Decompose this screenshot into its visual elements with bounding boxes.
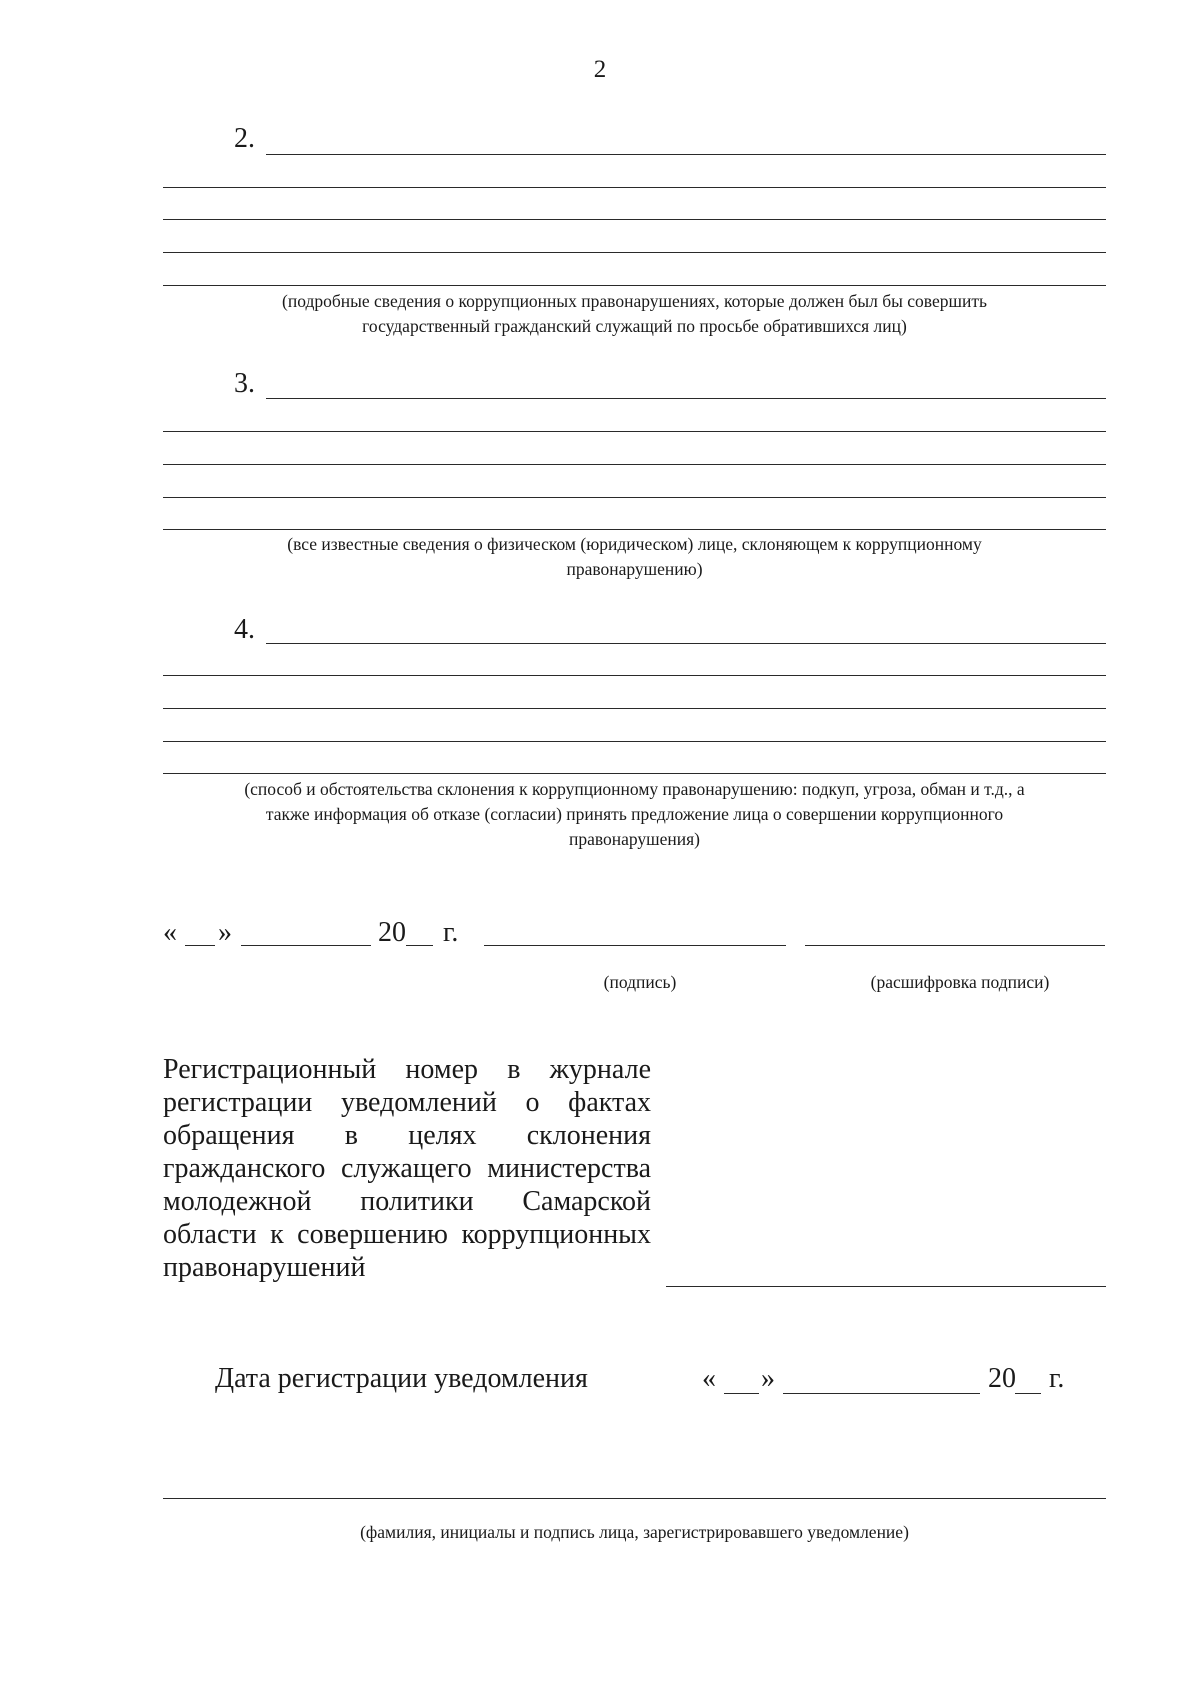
section-3-fill-line-3[interactable] (163, 464, 1106, 465)
section-4-fill-line-4[interactable] (163, 741, 1106, 742)
page-number: 2 (593, 56, 607, 83)
registration-number-label (163, 1053, 651, 1284)
section-3-fill-line-1[interactable] (266, 398, 1106, 399)
section-2-fill-line-2[interactable] (163, 187, 1106, 188)
section-4-caption-line: (способ и обстоятельства склонения к коррупционному правонарушению: подкуп, угроза, обман и т.д., а (244, 779, 1025, 799)
registration-date-year-prefix: 20 (988, 1363, 1016, 1394)
section-2-number: 2. (234, 123, 255, 154)
signature-decode-field[interactable] (805, 945, 1105, 946)
section-2-fill-line-3[interactable] (163, 219, 1106, 220)
registration-number-field[interactable] (666, 1286, 1106, 1287)
signature-caption: (подпись) (603, 972, 677, 992)
registration-label-line: молодежной политики Самарской (163, 1186, 651, 1217)
signature-year-suffix: г. (443, 917, 459, 948)
section-2-fill-line-1[interactable] (266, 154, 1106, 155)
signature-decode-caption: (расшифровка подписи) (870, 972, 1050, 992)
signature-year-field[interactable] (406, 945, 433, 946)
signature-day-field[interactable] (185, 945, 215, 946)
section-3-caption (163, 532, 1106, 582)
registration-date-quote-open: « (702, 1363, 716, 1394)
section-2-caption-line: государственный гражданский служащий по просьбе обратившихся лиц) (362, 316, 907, 336)
signature-month-field[interactable] (241, 945, 371, 946)
signature-quote-close: » (218, 917, 232, 948)
section-2-caption (163, 289, 1106, 339)
section-3-caption-line: правонарушению) (566, 559, 703, 579)
registration-date-year-field[interactable] (1015, 1393, 1041, 1394)
section-4-caption (150, 777, 1119, 852)
registration-date-month-field[interactable] (783, 1393, 980, 1394)
registration-label-line: Регистрационный номер в журнале (163, 1054, 651, 1085)
registrar-caption: (фамилия, инициалы и подпись лица, зарегистрировавшего уведомление) (360, 1522, 909, 1542)
section-2-caption-line: (подробные сведения о коррупционных правонарушениях, которые должен был бы совершить (282, 291, 987, 311)
registration-date-quote-close: » (761, 1363, 775, 1394)
section-4-fill-line-3[interactable] (163, 708, 1106, 709)
section-3-number: 3. (234, 368, 255, 399)
registration-date-day-field[interactable] (724, 1393, 759, 1394)
section-3-fill-line-5[interactable] (163, 529, 1106, 530)
section-3-fill-line-2[interactable] (163, 431, 1106, 432)
registration-label-line: гражданского служащего министерства (163, 1153, 651, 1184)
section-2-fill-line-5[interactable] (163, 285, 1106, 286)
section-4-number: 4. (234, 614, 255, 645)
section-4-caption-line: также информация об отказе (согласии) принять предложение лица о совершении коррупционного (265, 804, 1004, 824)
registration-label-line: обращения в целях склонения (163, 1120, 651, 1151)
section-3-fill-line-4[interactable] (163, 497, 1106, 498)
registration-date-year-suffix: г. (1049, 1363, 1065, 1394)
section-2-fill-line-4[interactable] (163, 252, 1106, 253)
section-4-caption-line: правонарушения) (568, 829, 701, 849)
registration-label-line: области к совершению коррупционных (163, 1219, 651, 1250)
registration-label-line: регистрации уведомлений о фактах (163, 1087, 651, 1118)
signature-quote-open: « (163, 917, 177, 948)
section-3-caption-line: (все известные сведения о физическом (юридическом) лице, склоняющем к коррупционному (287, 534, 982, 554)
signature-year-prefix: 20 (378, 917, 406, 948)
registration-date-label: Дата регистрации уведомления (215, 1363, 588, 1394)
section-4-fill-line-2[interactable] (163, 675, 1106, 676)
section-4-fill-line-1[interactable] (266, 643, 1106, 644)
section-4-fill-line-5[interactable] (163, 773, 1106, 774)
registrar-signature-field[interactable] (163, 1498, 1106, 1499)
signature-field[interactable] (484, 945, 786, 946)
registration-label-line: правонарушений (163, 1252, 366, 1283)
